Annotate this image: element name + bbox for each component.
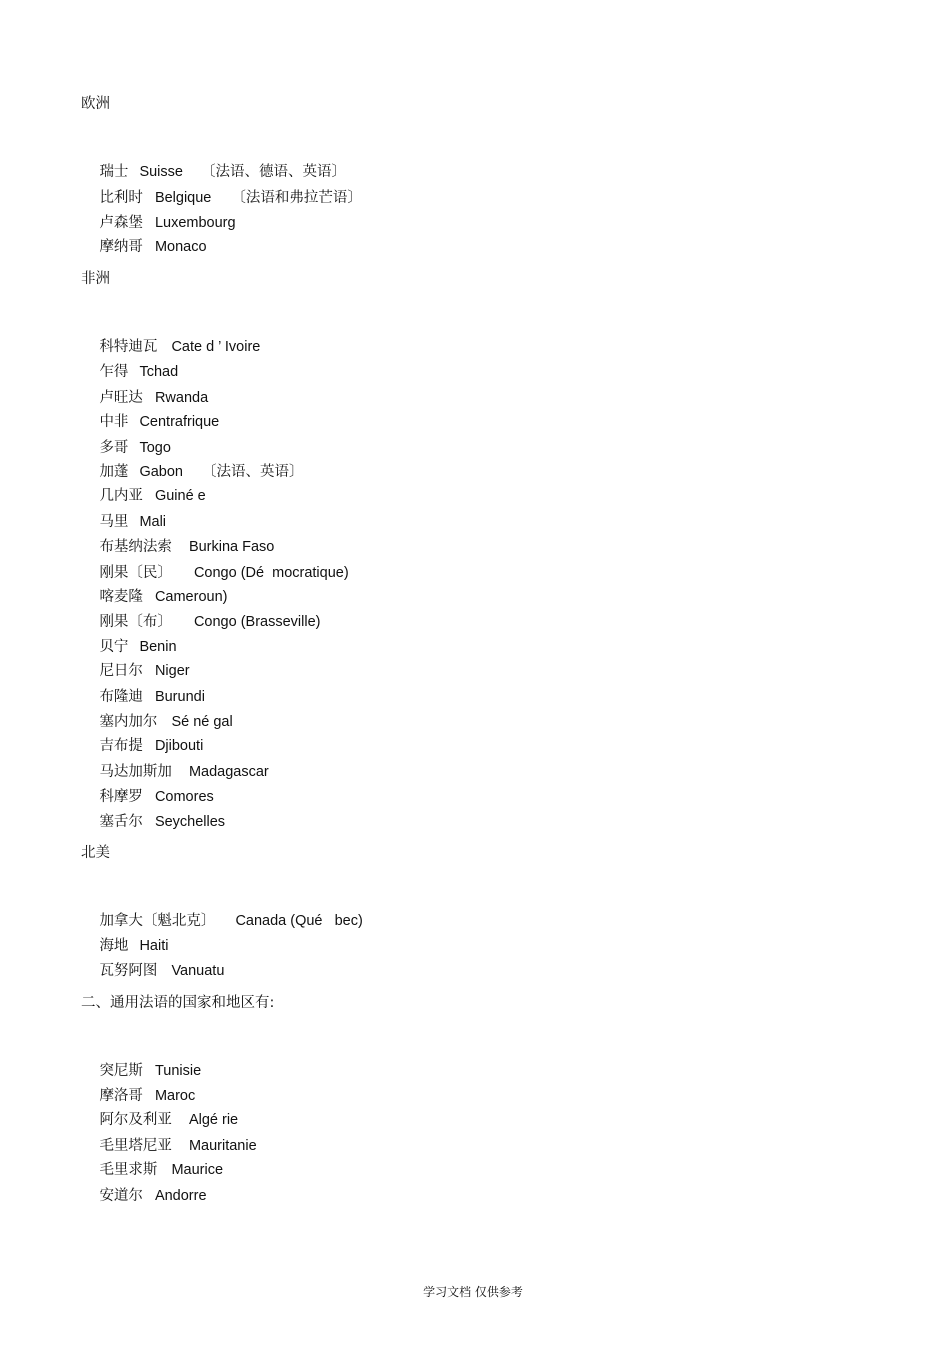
country-cn: 几内亚 [99,488,143,504]
country-cn: 中非 [99,414,129,430]
country-cn: 布基纳法索 [99,539,172,555]
country-cn: 刚果〔民〕 [99,565,172,581]
country-cn: 摩洛哥 [99,1088,143,1104]
section-heading-north-america: 北美 [81,845,110,861]
country-cn: 吉布提 [99,738,143,754]
country-cn: 布隆迪 [99,689,143,705]
country-fr: Centrafrique [139,414,220,430]
country-fr: Seychelles [154,814,226,830]
language-note: 〔法语、德语、英语〕 [200,164,346,180]
country-fr: Cameroun) [154,589,228,605]
country-cn: 毛里塔尼亚 [99,1138,172,1154]
country-fr: Monaco [154,239,207,255]
section-heading-general-french: 二、通用法语的国家和地区有: [81,995,275,1011]
country-fr: Suisse [139,164,183,180]
country-fr: Congo (Brasseville) [193,614,321,630]
country-cn: 乍得 [99,364,129,380]
country-fr: Belgique [154,190,212,206]
country-fr: Algé rie [188,1112,239,1128]
country-fr: Comores [154,789,214,805]
country-fr: Sé né gal [171,714,233,730]
language-note: 〔法语、英语〕 [201,464,304,480]
country-fr: Maurice [171,1162,224,1178]
country-fr: Rwanda [154,390,209,406]
country-cn: 尼日尔 [99,663,143,679]
country-fr: Benin [139,639,177,655]
section-heading-europe: 欧洲 [81,96,110,112]
country-cn: 加拿大〔魁北克〕 [99,913,216,929]
section-heading-africa: 非洲 [81,271,110,287]
country-fr: Gabon [139,464,183,480]
country-cn: 比利时 [99,190,143,206]
country-cn: 塞内加尔 [99,714,158,730]
country-fr: Luxembourg [154,215,236,231]
country-cn: 塞舌尔 [99,814,143,830]
country-fr: Congo (Dé mocratique) [193,565,349,581]
country-cn: 瓦努阿图 [99,963,158,979]
footer-text: 学习文档 仅供参考 [423,1285,523,1299]
country-fr: Madagascar [188,764,269,780]
list-item [81,1169,207,1223]
country-fr: Maroc [154,1088,196,1104]
country-cn: 马里 [99,514,129,530]
country-fr: Burkina Faso [188,539,275,555]
country-cn: 海地 [99,938,129,954]
country-cn: 刚果〔布〕 [99,614,172,630]
country-cn: 马达加斯加 [99,764,172,780]
country-fr: Haiti [139,938,169,954]
country-cn: 加蓬 [99,464,129,480]
country-fr: Canada (Qué bec) [235,913,363,929]
country-fr: Tchad [139,364,179,380]
country-fr: Cate d ’ Ivoire [171,339,261,355]
country-cn: 摩纳哥 [99,239,143,255]
country-fr: Guiné e [154,488,206,504]
country-fr: Burundi [154,689,205,705]
country-cn: 卢森堡 [99,215,143,231]
country-cn: 安道尔 [99,1188,143,1204]
country-cn: 阿尔及利亚 [99,1112,172,1128]
country-fr: Niger [154,663,190,679]
list-item [81,220,207,274]
country-cn: 毛里求斯 [99,1162,158,1178]
country-fr: Djibouti [154,738,204,754]
list-item [81,944,224,998]
country-cn: 喀麦隆 [99,589,143,605]
country-cn: 卢旺达 [99,390,143,406]
country-cn: 多哥 [99,440,129,456]
country-fr: Andorre [154,1188,207,1204]
country-fr: Tunisie [154,1063,202,1079]
language-note: 〔法语和弗拉芒语〕 [231,190,362,206]
country-cn: 瑞士 [99,164,129,180]
country-fr: Mauritanie [188,1138,257,1154]
country-cn: 贝宁 [99,639,129,655]
page-footer [0,1284,950,1300]
country-fr: Togo [139,440,171,456]
country-cn: 科特迪瓦 [99,339,158,355]
list-item [81,795,225,849]
country-cn: 突尼斯 [99,1063,143,1079]
country-fr: Mali [139,514,167,530]
country-fr: Vanuatu [171,963,225,979]
country-cn: 科摩罗 [99,789,143,805]
